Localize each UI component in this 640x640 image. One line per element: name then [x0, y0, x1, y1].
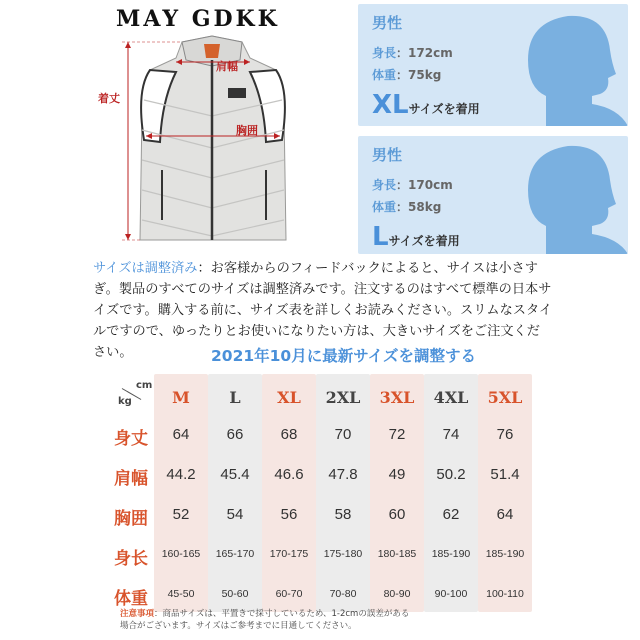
size-header: M	[172, 388, 190, 407]
table-cell: 50-60	[221, 588, 249, 600]
size-header: 5XL	[487, 388, 523, 407]
size-header: L	[229, 388, 241, 407]
table-cell: 49	[388, 466, 406, 483]
size-column-bg	[478, 374, 532, 612]
table-cell: 58	[334, 506, 352, 523]
table-cell: 170-175	[269, 548, 309, 560]
table-cell: 52	[172, 506, 190, 523]
row-label: 体重	[114, 589, 148, 609]
size-column-bg	[370, 374, 424, 612]
table-cell: 185-190	[485, 548, 525, 560]
model-height: 身長：172cm	[372, 46, 453, 60]
size-column-bg	[262, 374, 316, 612]
model-gender: 男性	[372, 146, 403, 164]
table-cell: 47.8	[328, 466, 358, 483]
unit-kg: kg	[118, 396, 132, 407]
table-cell: 51.4	[490, 466, 520, 483]
table-cell: 66	[226, 426, 244, 443]
table-cell: 80-90	[383, 588, 411, 600]
table-cell: 46.6	[274, 466, 304, 483]
size-column-bg	[424, 374, 478, 612]
footnote-label: 注意事項	[120, 609, 155, 619]
table-cell: 50.2	[436, 466, 466, 483]
size-table	[96, 368, 536, 616]
notice-highlight: サイズは調整済み	[93, 261, 198, 276]
table-cell: 74	[442, 426, 460, 443]
table-cell: 64	[172, 426, 190, 443]
vest-illustration	[100, 30, 325, 252]
brand-title: MAY GDKK	[116, 6, 280, 32]
notice-body: ：お客様からのフィードバックによると、サイスは小さすぎ。製品のすべてのサイズは調整済みです。注文するのはすべて標準の日本サイズです。購入する前に、サイズ表を詳しくお読みください。スリムなスタイルですので、ゆったりとお使いになりたい方は、大きいサイズをご注文ください。	[93, 261, 553, 360]
size-column-bg	[154, 374, 208, 612]
model-weight: 体重：58kg	[372, 200, 442, 214]
table-cell: 70-80	[329, 588, 357, 600]
table-cell: 90-100	[434, 588, 468, 600]
model-size: XLサイズを着用	[372, 90, 480, 120]
size-header: 4XL	[433, 388, 469, 407]
head-silhouette-icon	[488, 136, 628, 254]
row-label: 肩幅	[114, 469, 148, 489]
table-cell: 100-110	[486, 588, 524, 600]
size-header: 2XL	[325, 388, 361, 407]
row-label: 身长	[114, 549, 148, 569]
footnote	[120, 608, 460, 632]
size-header: 3XL	[379, 388, 415, 407]
table-cell: 60	[388, 506, 406, 523]
table-cell: 45.4	[220, 466, 250, 483]
vest-image	[100, 30, 325, 252]
table-cell: 44.2	[166, 466, 196, 483]
row-label: 身丈	[114, 429, 148, 449]
size-update-notice: 2021年10月に最新サイズを調整する	[211, 347, 476, 365]
table-cell: 60-70	[275, 588, 303, 600]
head-silhouette-icon	[488, 4, 628, 126]
model-card-xl	[358, 4, 628, 126]
footnote-line2: 場合がございます。サイズはご参考までに目通してください。	[120, 621, 357, 631]
size-column-bg	[316, 374, 370, 612]
size-column-bg	[208, 374, 262, 612]
row-label: 胸囲	[114, 509, 148, 529]
table-cell: 70	[334, 426, 352, 443]
model-card-l	[358, 136, 628, 254]
table-cell: 160-165	[161, 548, 201, 560]
footnote-line1: ：商品サイズは、平置きで採寸しているため、1-2cmの誤差がある	[154, 609, 410, 619]
table-cell: 45-50	[167, 588, 195, 600]
table-cell: 64	[496, 506, 514, 523]
table-cell: 68	[280, 426, 298, 443]
table-cell: 76	[496, 426, 514, 443]
model-size: Lサイズを着用	[372, 222, 460, 252]
table-cell: 175-180	[323, 548, 363, 560]
chest-label: 胸囲	[236, 124, 258, 137]
shoulder-label: 肩幅	[216, 60, 238, 73]
model-weight: 体重：75kg	[372, 68, 442, 82]
size-header: XL	[277, 388, 301, 407]
table-cell: 180-185	[377, 548, 417, 560]
table-cell: 62	[442, 506, 460, 523]
table-cell: 72	[388, 426, 406, 443]
model-height: 身長：170cm	[372, 178, 453, 192]
unit-cm: cm	[136, 380, 153, 391]
table-cell: 165-170	[215, 548, 255, 560]
table-cell: 185-190	[431, 548, 471, 560]
length-label: 着丈	[98, 92, 120, 105]
table-cell: 56	[280, 506, 298, 523]
table-cell: 54	[226, 506, 244, 523]
model-gender: 男性	[372, 14, 403, 32]
